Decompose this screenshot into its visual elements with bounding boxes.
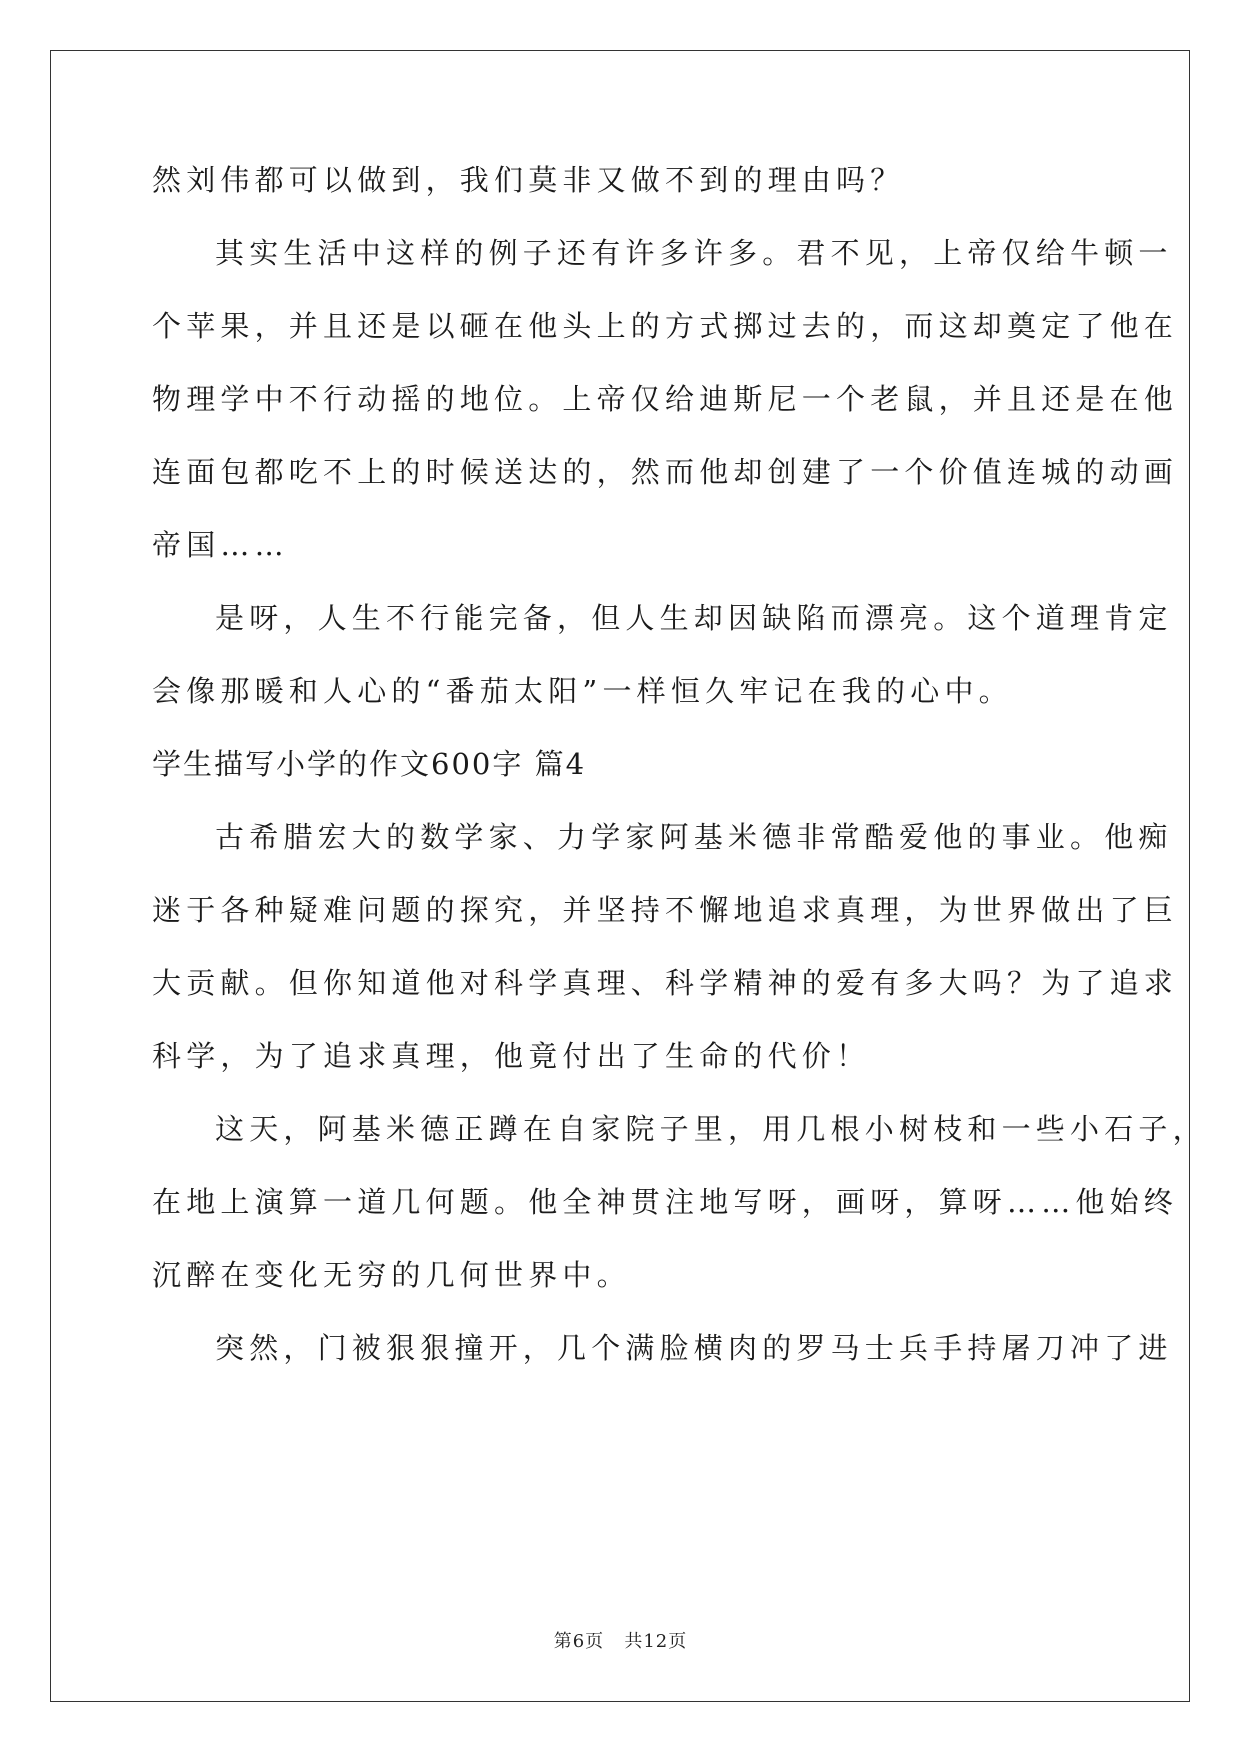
text-line-15: 在地上演算一道几何题。他全神贯注地写呀，画呀，算呀……他始终 bbox=[152, 1185, 1179, 1219]
text-line-14: 这天，阿基米德正蹲在自家院子里，用几根小树枝和一些小石子， bbox=[215, 1112, 1207, 1146]
text-line-12: 大贡献。但你知道他对科学真理、科学精神的爱有多大吗？为了追求 bbox=[152, 966, 1179, 1000]
text-line-13: 科学，为了追求真理，他竟付出了生命的代价！ bbox=[152, 1039, 871, 1073]
page-frame bbox=[50, 50, 1190, 1702]
section-heading: 学生描写小学的作文600字 篇4 bbox=[152, 747, 587, 781]
text-line-2: 其实生活中这样的例子还有许多许多。君不见，上帝仅给牛顿一 bbox=[215, 236, 1173, 270]
text-line-8: 会像那暖和人心的“番茄太阳”一样恒久牢记在我的心中。 bbox=[152, 674, 1013, 708]
text-line-1: 然刘伟都可以做到，我们莫非又做不到的理由吗？ bbox=[152, 163, 905, 197]
text-line-17: 突然，门被狠狠撞开，几个满脸横肉的罗马士兵手持屠刀冲了进 bbox=[215, 1331, 1173, 1365]
text-line-11: 迷于各种疑难问题的探究，并坚持不懈地追求真理，为世界做出了巨 bbox=[152, 893, 1179, 927]
text-line-10: 古希腊宏大的数学家、力学家阿基米德非常酷爱他的事业。他痴 bbox=[215, 820, 1173, 854]
text-line-4: 物理学中不行动摇的地位。上帝仅给迪斯尼一个老鼠，并且还是在他 bbox=[152, 382, 1179, 416]
text-line-7: 是呀，人生不行能完备，但人生却因缺陷而漂亮。这个道理肯定 bbox=[215, 601, 1173, 635]
page-number-current: 第6页 bbox=[553, 1631, 605, 1652]
text-line-6: 帝国…… bbox=[152, 528, 289, 562]
text-line-3: 个苹果，并且还是以砸在他头上的方式掷过去的，而这却奠定了他在 bbox=[152, 309, 1179, 343]
text-line-5: 连面包都吃不上的时候送达的，然而他却创建了一个价值连城的动画 bbox=[152, 455, 1179, 489]
page-footer bbox=[0, 1627, 1241, 1653]
text-line-16: 沉醉在变化无穷的几何世界中。 bbox=[152, 1258, 631, 1292]
page-number-total: 共12页 bbox=[624, 1631, 688, 1652]
